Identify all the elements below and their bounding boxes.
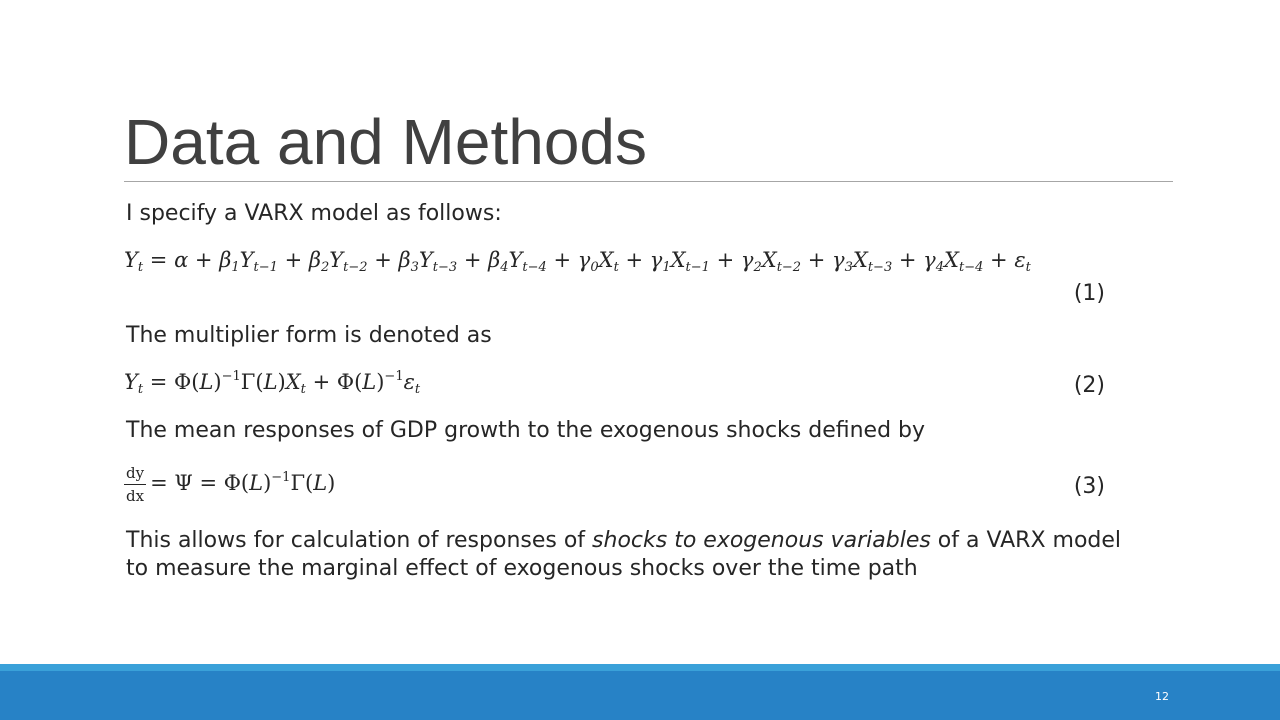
equation-2-number: (2) <box>1073 373 1105 398</box>
closing-text-italic: shocks to exogenous variables <box>592 528 931 553</box>
equation-3-number: (3) <box>1073 474 1105 499</box>
page-number: 12 <box>1155 690 1169 703</box>
dy-dx-fraction: $\frac{dy}{dx}$ <box>126 464 145 505</box>
mean-responses-text: The mean responses of GDP growth to the exogenous shocks defined by <box>126 418 926 443</box>
equation-3: $\frac{dy}{dx}$ = $\Psi = \Phi(L)^{-1}\Gamma(L)$ <box>126 464 336 505</box>
equation-1: $Y_t = \alpha + \beta_1Y_{t-1} + \beta_2Y_{t-2} + \beta_3Y_{t-3} + \beta_4Y_{t-4} + \gamma_0X_t + \gamma_1X_{t-1} + \gamma_2X_{t-2} + \gamma_3X_{t-3} + \gamma_4X_{t-4} + \varepsilon_t$ <box>124 248 1031 275</box>
closing-paragraph <box>126 527 1146 583</box>
footer-accent-band <box>0 664 1280 671</box>
footer-band <box>0 671 1280 720</box>
multiplier-text: The multiplier form is denoted as <box>126 323 492 348</box>
equation-2: $Y_t = \Phi(L)^{-1}\Gamma(L)X_t + \Phi(L)^{-1}\varepsilon_t$ <box>124 369 421 397</box>
slide-title: Data and Methods <box>124 106 647 178</box>
intro-text: I specify a VARX model as follows: <box>126 201 502 226</box>
equation-1-number: (1) <box>1073 281 1105 306</box>
title-divider <box>124 181 1173 182</box>
closing-text-1: This allows for calculation of responses of <box>126 528 593 553</box>
closing-text-2: of a VARX model to measure the marginal effect of exogenous shocks over the time path <box>126 528 1122 581</box>
